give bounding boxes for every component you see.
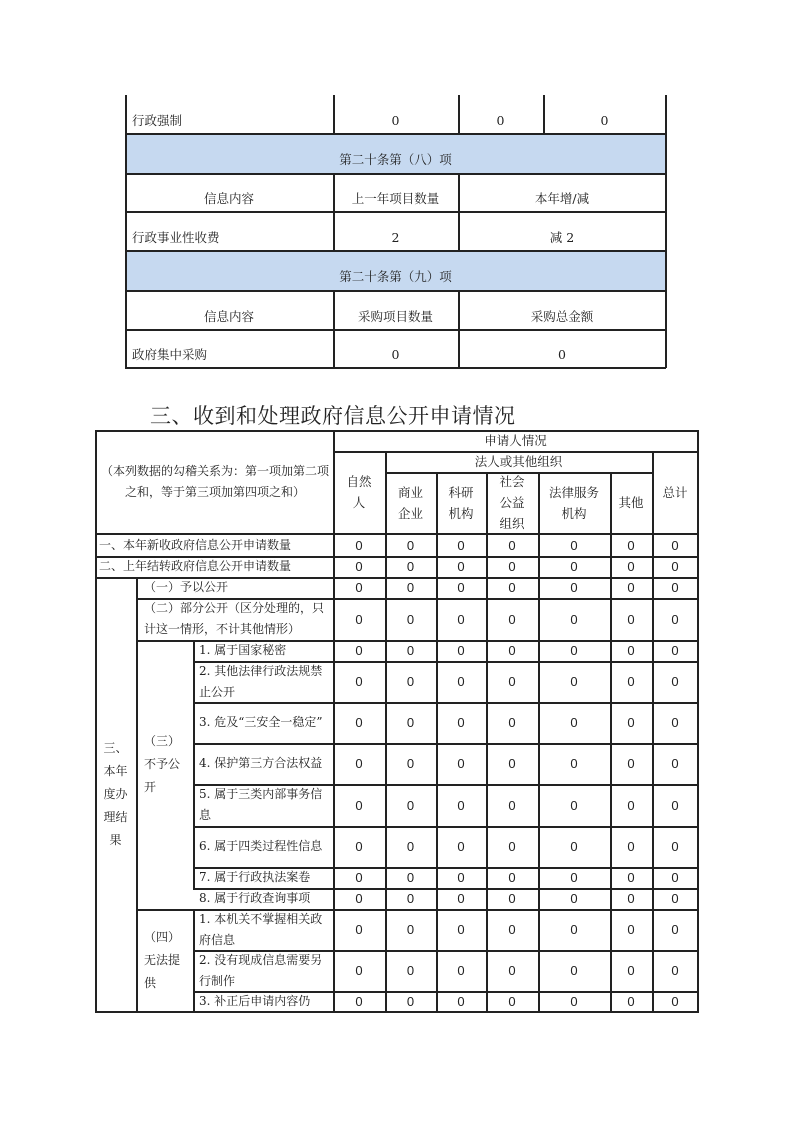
table-cell: 0 bbox=[671, 559, 679, 574]
grid-line bbox=[193, 743, 699, 745]
section-8-header: 第二十条第（八）项 bbox=[339, 152, 452, 167]
column-header-info-content: 信息内容 bbox=[203, 191, 254, 206]
table-cell: 0 bbox=[570, 611, 578, 627]
row-label: 1. 本机关不掌握相关政府信息 bbox=[199, 911, 323, 947]
grid-line bbox=[125, 173, 666, 175]
table-cell: 0 bbox=[508, 963, 516, 978]
section-title: 三、收到和处理政府信息公开申请情况 bbox=[150, 404, 516, 428]
table-cell: 0 bbox=[570, 963, 578, 978]
grid-line bbox=[333, 451, 699, 453]
row-label: 7. 属于行政执法案卷 bbox=[199, 870, 311, 884]
grid-line bbox=[193, 826, 699, 828]
grid-line bbox=[333, 174, 335, 251]
table-cell: 0 bbox=[627, 674, 635, 689]
column-header-info-content: 信息内容 bbox=[203, 309, 254, 324]
grid-line bbox=[193, 991, 699, 993]
grid-line bbox=[193, 950, 699, 952]
table-cell: 0 bbox=[406, 994, 415, 1009]
grid-line bbox=[458, 95, 460, 134]
table-cell: 0 bbox=[508, 537, 516, 553]
table-cell: 0 bbox=[508, 891, 516, 906]
table-cell: 0 bbox=[570, 891, 578, 906]
table-cell: 0 bbox=[406, 559, 415, 574]
row-label: 2. 其他法律行政法规禁止公开 bbox=[199, 663, 323, 699]
table-cell: 0 bbox=[457, 559, 465, 574]
table-cell: 0 bbox=[355, 537, 363, 553]
table-cell: 0 bbox=[570, 839, 578, 854]
grid-line bbox=[95, 430, 699, 432]
table-cell: 0 bbox=[570, 643, 578, 658]
table-cell: 0 bbox=[671, 537, 679, 553]
table-cell: 0 bbox=[627, 580, 635, 595]
row-label: 1. 属于国家秘密 bbox=[199, 643, 287, 657]
table-cell: 0 bbox=[355, 994, 363, 1009]
table-cell: 0 bbox=[355, 611, 363, 627]
row-label: 一、本年新收政府信息公开申请数量 bbox=[99, 537, 292, 552]
table-cell: 0 bbox=[406, 580, 415, 595]
table-cell: 0 bbox=[406, 674, 415, 689]
table-cell: 0 bbox=[671, 922, 679, 937]
table-cell: 0 bbox=[570, 580, 578, 595]
table-cell: 0 bbox=[355, 870, 363, 885]
table-cell: 0 bbox=[406, 839, 415, 854]
table-cell: 0 bbox=[508, 839, 516, 854]
table-cell: 0 bbox=[570, 674, 578, 689]
row-label: 3. 危及“三安全一稳定” bbox=[199, 715, 323, 729]
row-label: 2. 没有现成信息需要另行制作 bbox=[199, 952, 323, 988]
legal-group-header: 法人或其他组织 bbox=[474, 454, 563, 469]
fees-label: 行政事业性收费 bbox=[132, 230, 220, 245]
table-cell: 0 bbox=[355, 559, 363, 574]
group-label-results: 三、本年度办理结果 bbox=[103, 741, 128, 847]
table-cell: 0 bbox=[627, 756, 635, 771]
grid-line bbox=[385, 472, 653, 474]
table-cell: 0 bbox=[570, 994, 578, 1009]
table-cell: 0 bbox=[671, 891, 679, 906]
grid-line bbox=[385, 451, 387, 1013]
table-cell: 0 bbox=[671, 994, 679, 1009]
grid-line bbox=[95, 577, 699, 579]
grid-line bbox=[125, 367, 666, 369]
table-cell: 0 bbox=[570, 797, 578, 813]
section-9-header: 第二十条第（九）项 bbox=[339, 269, 452, 284]
table-cell: 0 bbox=[457, 537, 465, 553]
column-header-procurement-amount: 采购总金额 bbox=[530, 309, 594, 324]
table-cell: 0 bbox=[627, 963, 635, 978]
grid-line bbox=[193, 784, 699, 786]
column-header-previous-count: 上一年项目数量 bbox=[351, 191, 440, 206]
table-cell: 0 bbox=[627, 797, 635, 813]
table-cell: 0 bbox=[355, 839, 363, 854]
admin-coercion-value: 0 bbox=[496, 113, 505, 128]
table-cell: 0 bbox=[406, 870, 415, 885]
grid-line bbox=[95, 556, 699, 558]
table-cell: 0 bbox=[508, 994, 516, 1009]
column-header-research: 科研机构 bbox=[448, 484, 474, 521]
column-header-other: 其他 bbox=[618, 495, 644, 510]
table-cell: 0 bbox=[406, 756, 415, 771]
table-cell: 0 bbox=[570, 537, 578, 553]
natural-person-header: 自然人 bbox=[346, 474, 372, 510]
table-cell: 0 bbox=[671, 611, 679, 627]
column-header-public-welfare: 社会公益组织 bbox=[499, 474, 525, 531]
table-cell: 0 bbox=[508, 715, 516, 730]
row-label: 4. 保护第三方合法权益 bbox=[199, 756, 323, 770]
grid-line bbox=[125, 329, 666, 331]
table-cell: 0 bbox=[457, 994, 465, 1009]
table-cell: 0 bbox=[457, 715, 465, 730]
grid-line bbox=[136, 577, 138, 1013]
admin-coercion-value: 0 bbox=[600, 113, 609, 128]
grid-line bbox=[95, 533, 699, 535]
table-cell: 0 bbox=[570, 559, 578, 574]
table-cell: 0 bbox=[627, 611, 635, 627]
table-cell: 0 bbox=[457, 611, 465, 627]
table-cell: 0 bbox=[457, 643, 465, 658]
table-cell: 0 bbox=[355, 891, 363, 906]
table-cell: 0 bbox=[508, 922, 516, 937]
table-cell: 0 bbox=[627, 891, 635, 906]
table-cell: 0 bbox=[508, 559, 516, 574]
table-cell: 0 bbox=[355, 756, 363, 771]
table-cell: 0 bbox=[508, 580, 516, 595]
table-cell: 0 bbox=[406, 797, 415, 813]
table-cell: 0 bbox=[627, 870, 635, 885]
table-cell: 0 bbox=[355, 797, 363, 813]
table-cell: 0 bbox=[508, 674, 516, 689]
table-cell: 0 bbox=[457, 870, 465, 885]
fees-change: 减 2 bbox=[549, 230, 575, 245]
grid-line bbox=[458, 174, 460, 251]
row-label: 5. 属于三类内部事务信息 bbox=[199, 787, 323, 822]
table-cell: 0 bbox=[508, 611, 516, 627]
table-cell: 0 bbox=[671, 870, 679, 885]
grid-line bbox=[125, 290, 666, 292]
column-header-change: 本年增/减 bbox=[534, 191, 590, 206]
table-cell: 0 bbox=[671, 797, 679, 813]
column-header-business: 商业企业 bbox=[397, 484, 423, 521]
group-label-unable: （四）无法提供 bbox=[144, 930, 181, 990]
table-cell: 0 bbox=[406, 643, 415, 658]
table-cell: 0 bbox=[627, 537, 635, 553]
table-cell: 0 bbox=[627, 643, 635, 658]
admin-coercion-label: 行政强制 bbox=[132, 113, 183, 128]
grid-line bbox=[125, 250, 666, 252]
table-cell: 0 bbox=[406, 611, 415, 627]
grid-line bbox=[125, 95, 127, 368]
grid-line bbox=[193, 702, 699, 704]
row-label: （一）予以公开 bbox=[144, 580, 229, 594]
row-label: 6. 属于四类过程性信息 bbox=[199, 839, 323, 853]
grid-line bbox=[193, 661, 699, 663]
table-cell: 0 bbox=[355, 922, 363, 937]
table-cell: 0 bbox=[671, 756, 679, 771]
applicant-header: 申请人情况 bbox=[484, 433, 547, 448]
row-label: 3. 补正后申请内容仍 bbox=[199, 994, 311, 1008]
table-cell: 0 bbox=[627, 559, 635, 574]
table-cell: 0 bbox=[457, 580, 465, 595]
grid-line bbox=[136, 909, 699, 911]
grid-line bbox=[193, 867, 699, 869]
grid-line bbox=[543, 95, 545, 134]
table-cell: 0 bbox=[570, 870, 578, 885]
table-cell: 0 bbox=[457, 797, 465, 813]
table-cell: 0 bbox=[457, 756, 465, 771]
row-label: 二、上年结转政府信息公开申请数量 bbox=[99, 559, 292, 573]
column-header-legal-service: 法律服务机构 bbox=[548, 484, 599, 521]
column-header-procurement-count: 采购项目数量 bbox=[357, 309, 433, 324]
table-cell: 0 bbox=[457, 891, 465, 906]
grid-line bbox=[333, 430, 335, 1013]
table-cell: 0 bbox=[671, 643, 679, 658]
table-cell: 0 bbox=[671, 839, 679, 854]
table-cell: 0 bbox=[406, 891, 415, 906]
table-cell: 0 bbox=[355, 643, 363, 658]
column-header-total: 总计 bbox=[662, 484, 688, 500]
grid-line bbox=[193, 909, 195, 1013]
corner-note: （本列数据的勾稽关系为：第一项加第二项之和，等于第三项加第四项之和） bbox=[100, 464, 329, 499]
table-cell: 0 bbox=[671, 674, 679, 689]
table-cell: 0 bbox=[627, 922, 635, 937]
grid-line bbox=[697, 430, 699, 1013]
grid-line bbox=[125, 211, 666, 213]
row-label: 8. 属于行政查询事项 bbox=[199, 891, 311, 905]
table-cell: 0 bbox=[355, 674, 363, 689]
table-cell: 0 bbox=[508, 756, 516, 771]
table-cell: 0 bbox=[627, 994, 635, 1009]
grid-line bbox=[193, 888, 699, 890]
table-cell: 0 bbox=[508, 870, 516, 885]
grid-line bbox=[652, 451, 654, 1013]
table-cell: 0 bbox=[671, 580, 679, 595]
admin-coercion-value: 0 bbox=[391, 113, 400, 128]
table-cell: 0 bbox=[671, 963, 679, 978]
grid-line bbox=[136, 640, 699, 642]
grid-line bbox=[136, 598, 699, 600]
table-cell: 0 bbox=[406, 922, 415, 937]
grid-line bbox=[95, 430, 97, 1013]
table-cell: 0 bbox=[627, 715, 635, 730]
table-cell: 0 bbox=[457, 674, 465, 689]
table-cell: 0 bbox=[457, 922, 465, 937]
grid-line bbox=[95, 1011, 699, 1013]
procurement-amount: 0 bbox=[558, 347, 566, 362]
grid-line bbox=[125, 133, 666, 135]
grid-line bbox=[193, 640, 195, 889]
grid-line bbox=[665, 95, 667, 368]
table-cell: 0 bbox=[406, 715, 415, 730]
table-cell: 0 bbox=[355, 580, 363, 595]
table-cell: 0 bbox=[508, 797, 516, 813]
table-cell: 0 bbox=[570, 756, 578, 771]
table-cell: 0 bbox=[570, 715, 578, 730]
table-cell: 0 bbox=[355, 963, 363, 978]
table-cell: 0 bbox=[508, 643, 516, 658]
procurement-label: 政府集中采购 bbox=[132, 347, 208, 362]
table-cell: 0 bbox=[406, 537, 415, 553]
group-label-refuse: （三）不予公开 bbox=[144, 733, 181, 794]
fees-previous-count: 2 bbox=[391, 230, 400, 245]
table-cell: 0 bbox=[406, 963, 415, 978]
table-cell: 0 bbox=[457, 839, 465, 854]
table-cell: 0 bbox=[627, 839, 635, 854]
row-label: （二）部分公开（区分处理的，只计这一情形，不计其他情形） bbox=[144, 601, 325, 636]
table-cell: 0 bbox=[671, 715, 679, 730]
procurement-count: 0 bbox=[391, 347, 400, 362]
table-cell: 0 bbox=[457, 963, 465, 978]
grid-line bbox=[333, 95, 335, 134]
table-cell: 0 bbox=[355, 715, 363, 730]
table-cell: 0 bbox=[570, 922, 578, 937]
